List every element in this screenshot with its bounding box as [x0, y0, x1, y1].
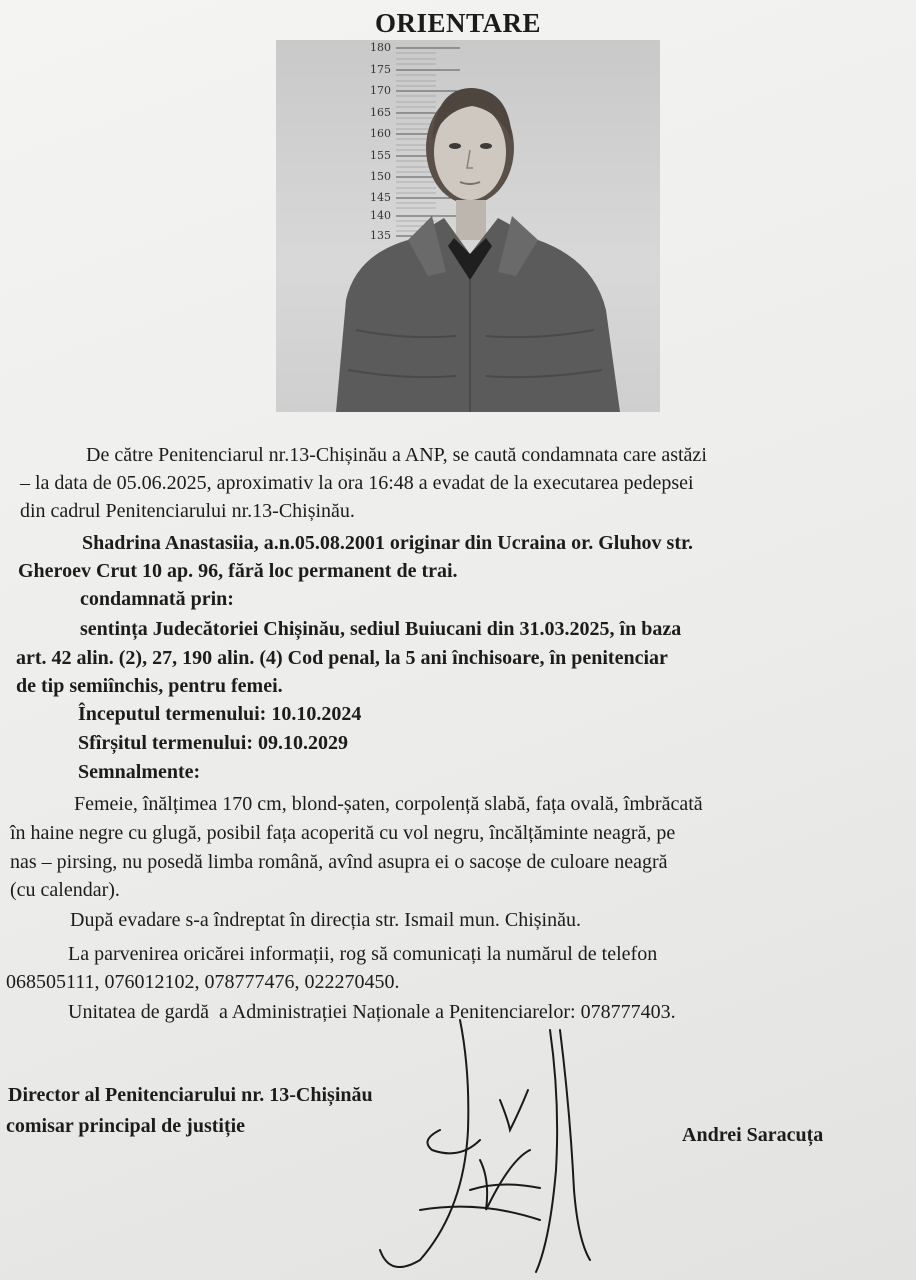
description-line: nas – pirsing, nu posedă limba română, avînd asupra ei o sacoșe de culoare neagră	[10, 851, 668, 873]
contact-line: 068505111, 076012102, 078777476, 022270450.	[6, 971, 400, 993]
guard-unit-text: Unitatea de gardă a Administrației Naționale a Penitenciarelor: 078777403.	[68, 1001, 676, 1023]
height-chart-icon	[276, 40, 660, 412]
scale-label: 165	[370, 106, 391, 119]
signatory-position: Director al Penitenciarului nr. 13-Chișinău	[8, 1084, 373, 1106]
term-end: Sfîrșitul termenului: 09.10.2029	[78, 732, 348, 754]
document-title: ORIENTARE	[374, 8, 542, 38]
scale-label: 140	[370, 209, 391, 222]
signatory-name: Andrei Saracuța	[682, 1124, 824, 1146]
mugshot-photo	[276, 40, 660, 412]
direction-text: După evadare s-a îndreptat în direcția str. Ismail mun. Chișinău.	[70, 909, 581, 931]
description-line: (cu calendar).	[10, 879, 120, 901]
scale-label: 150	[370, 170, 391, 183]
handwritten-signature-icon	[360, 1010, 620, 1280]
scale-label: 145	[370, 191, 391, 204]
description-line: în haine negre cu glugă, posibil fața acoperită cu vol negru, încălțăminte neagră, pe	[10, 822, 676, 844]
intro-line: – la data de 05.06.2025, aproximativ la ora 16:48 a evadat de la executarea pedepsei	[20, 472, 694, 494]
person-line: Shadrina Anastasiia, a.n.05.08.2001 originar din Ucraina or. Gluhov str.	[82, 532, 694, 554]
scale-label: 175	[370, 63, 391, 76]
description-line: Femeie, înălțimea 170 cm, blond-șaten, corpolență slabă, fața ovală, îmbrăcată	[74, 793, 703, 815]
sentence-heading: condamnată prin:	[80, 588, 234, 610]
scale-label: 155	[370, 149, 391, 162]
sentence-line: art. 42 alin. (2), 27, 190 alin. (4) Cod penal, la 5 ani închisoare, în penitenciar	[16, 647, 668, 669]
term-start: Începutul termenului: 10.10.2024	[78, 703, 362, 725]
intro-line: din cadrul Penitenciarului nr.13-Chișinău.	[20, 500, 355, 522]
sentence-line: sentința Judecătoriei Chișinău, sediul Buiucani din 31.03.2025, în baza	[80, 618, 682, 640]
scale-label: 135	[370, 229, 391, 242]
scale-label: 170	[370, 84, 391, 97]
scale-label: 160	[370, 127, 391, 140]
contact-line: La parvenirea oricărei informații, rog să comunicați la numărul de telefon	[68, 943, 658, 965]
person-line: Gheroev Crut 10 ap. 96, fără loc permanent de trai.	[18, 560, 458, 582]
scale-label: 180	[370, 41, 391, 54]
description-heading: Semnalmente:	[78, 761, 201, 783]
intro-line: De către Penitenciarul nr.13-Chișinău a ANP, se caută condamnata care astăzi	[86, 444, 707, 466]
signatory-rank: comisar principal de justiție	[6, 1115, 246, 1137]
sentence-line: de tip semiînchis, pentru femei.	[16, 675, 283, 697]
